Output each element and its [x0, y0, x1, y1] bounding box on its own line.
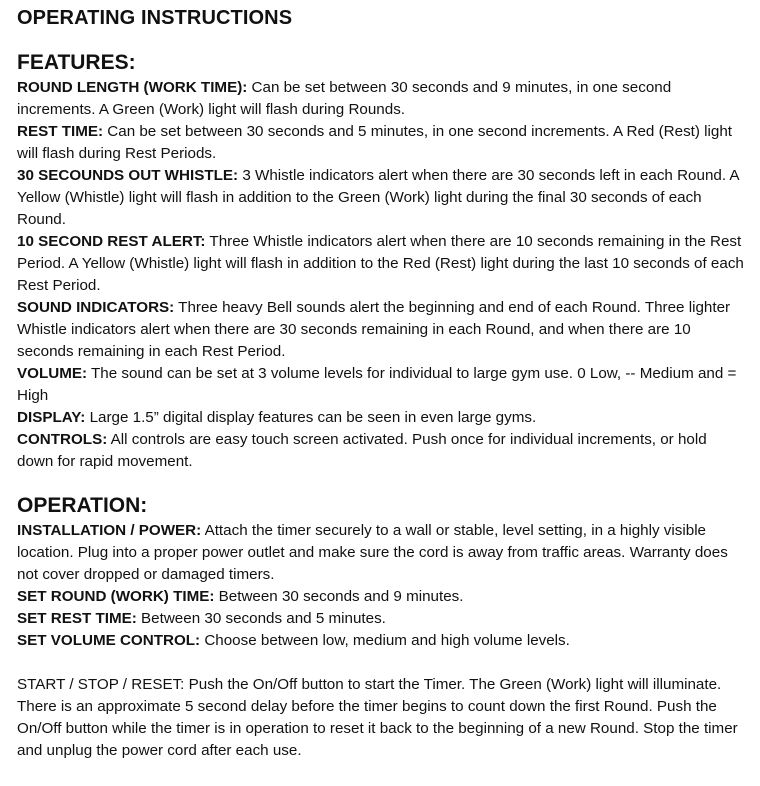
feature-text: 3 Whistle indicators alert when there are 30 seconds left in each Round. A Yellow (Whistle) light will flash in addition to the Green (Work) light during the final 30 seconds of each Round. [17, 167, 739, 228]
operation-installation-power [17, 520, 744, 586]
operation-heading: OPERATION: [17, 494, 148, 517]
operation-set-round-time [17, 586, 744, 608]
section-spacer [17, 473, 744, 493]
feature-label: 10 SECOND REST ALERT: [17, 233, 206, 250]
feature-text: All controls are easy touch screen activated. Push once for individual increments, or hold down for rapid movement. [17, 431, 707, 470]
feature-label: 30 SECOUNDS OUT WHISTLE: [17, 167, 239, 184]
feature-label: SOUND INDICATORS: [17, 299, 175, 316]
page-title: OPERATING INSTRUCTIONS [17, 7, 293, 29]
feature-label: REST TIME: [17, 123, 104, 140]
operation-start-stop-reset: START / STOP / RESET: Push the On/Off button to start the Timer. The Green (Work) light will illuminate. There is an approximate 5 second delay before the timer begins to count down the first Round. Push the On/Off button while the timer is in operation to reset it back to the beginning of a new Round. Stop the timer and unplug the power cord after each use. [17, 676, 738, 759]
feature-30-seconds-whistle [17, 165, 744, 231]
operation-label: SET VOLUME CONTROL: [17, 632, 201, 649]
feature-text: Can be set between 30 seconds and 5 minutes, in one second increments. A Red (Rest) light will flash during Rest Periods. [17, 123, 733, 162]
operation-text: Choose between low, medium and high volume levels. [200, 632, 570, 649]
feature-text: The sound can be set at 3 volume levels for individual to large gym use. 0 Low, -- Medium and = High [17, 365, 737, 404]
operation-label: INSTALLATION / POWER: [17, 522, 202, 539]
operation-label: SET ROUND (WORK) TIME: [17, 588, 215, 605]
operation-text: Between 30 seconds and 9 minutes. [214, 588, 464, 605]
operation-text: Between 30 seconds and 5 minutes. [136, 610, 386, 627]
features-section [17, 50, 744, 473]
operation-section [17, 493, 744, 762]
feature-controls [17, 429, 744, 473]
features-heading: FEATURES: [17, 51, 136, 74]
operation-text: Attach the timer securely to a wall or stable, level setting, in a highly visible location. Plug into a proper power outlet and make sure the cord is away from traffic areas. Warranty does not cover dropped or damaged timers. [17, 522, 728, 583]
feature-text: Can be set between 30 seconds and 9 minutes, in one second increments. A Green (Work) light will flash during Rounds. [17, 79, 672, 118]
operation-set-volume-control [17, 630, 744, 652]
feature-label: ROUND LENGTH (WORK TIME): [17, 79, 248, 96]
feature-display [17, 407, 744, 429]
operation-set-rest-time [17, 608, 744, 630]
feature-label: VOLUME: [17, 365, 88, 382]
operation-label: SET REST TIME: [17, 610, 137, 627]
feature-text: Large 1.5” digital display features can be seen in even large gyms. [85, 409, 537, 426]
feature-label: DISPLAY: [17, 409, 86, 426]
feature-round-length [17, 77, 744, 121]
feature-10-second-rest-alert [17, 231, 744, 297]
feature-label: CONTROLS: [17, 431, 108, 448]
paragraph-spacer [17, 652, 744, 674]
feature-text: Three heavy Bell sounds alert the beginning and end of each Round. Three lighter Whistle indicators alert when there are 30 seconds remaining in each Round, and when there are 10 seconds remaining in each Rest Period. [17, 299, 731, 360]
feature-volume [17, 363, 744, 407]
feature-text: Three Whistle indicators alert when there are 10 seconds remaining in the Rest Period. A Yellow (Whistle) light will flash in addition to the Red (Rest) light during the last 10 seconds of each Rest Period. [17, 233, 744, 294]
feature-sound-indicators [17, 297, 744, 363]
feature-rest-time [17, 121, 744, 165]
